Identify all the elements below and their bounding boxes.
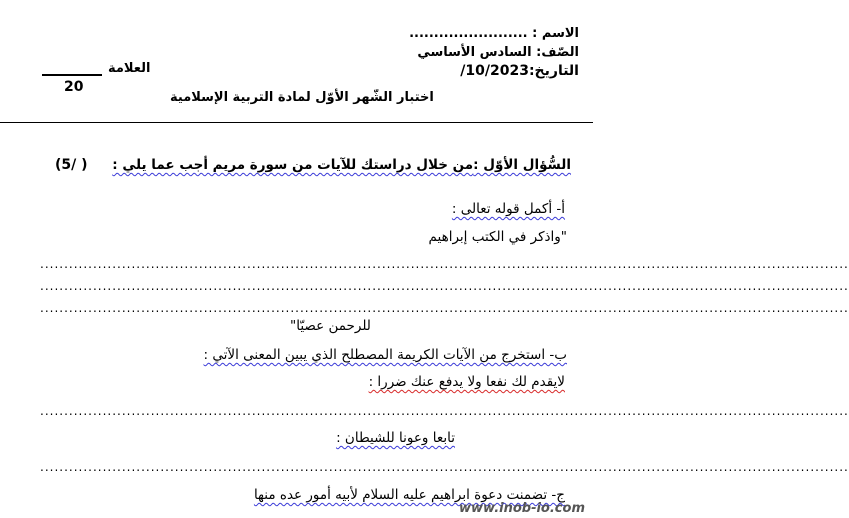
grade-label: العلامة [108, 61, 151, 76]
part-a-label: أ- أكمل قوله تعالى : [451, 201, 565, 217]
part-b-item2: تابعا وعونا للشيطان : [336, 430, 455, 446]
name-label: الاسم : [532, 26, 579, 41]
answer-line-2: ........................................................................................................................................................................ [40, 279, 849, 293]
question1-heading [112, 157, 571, 173]
answer-line-4: ........................................................................................................................................................................ [40, 404, 849, 418]
part-a-verse-end: للرحمن عصيّا" [290, 318, 371, 334]
part-b-label: ب- استخرج من الآيات الكريمة المصطلح الذي يبين المعنى الآتي : [203, 347, 567, 363]
header-divider [0, 122, 593, 123]
question1-text: من خلال دراستك للآيات من سورة مريم أجب عما يلي : [112, 157, 474, 173]
answer-line-1: ........................................................................................................................................................................ [40, 257, 849, 271]
grade-line [42, 74, 102, 76]
answer-line-3: ........................................................................................................................................................................ [40, 301, 849, 315]
exam-title: اختبار الشّهر الأوّل لمادة التربية الإسلامية [170, 90, 434, 105]
date-label: التاريخ:10/2023/ [460, 63, 579, 79]
grade-value: 20 [64, 79, 84, 95]
question1-marks: (5/ ) [55, 157, 88, 173]
part-a-verse-start: "واذكر في الكتب إبراهيم [428, 229, 567, 245]
watermark: www.inob-io.com [459, 501, 585, 516]
name-dots: ........................ [409, 26, 528, 41]
answer-line-5: ........................................................................................................................................................................ [40, 460, 849, 474]
class-label: الصّف: السادس الأساسي [417, 45, 579, 60]
part-c-label: ج- تضمنت دعوة ابراهيم عليه السلام لأبيه أمور عده منها [253, 487, 565, 503]
question1-prefix: السُّؤال الأوّل : [473, 157, 571, 173]
part-b-item1: لايقدم لك نفعا ولا يدفع عنك ضررا : [368, 374, 565, 390]
